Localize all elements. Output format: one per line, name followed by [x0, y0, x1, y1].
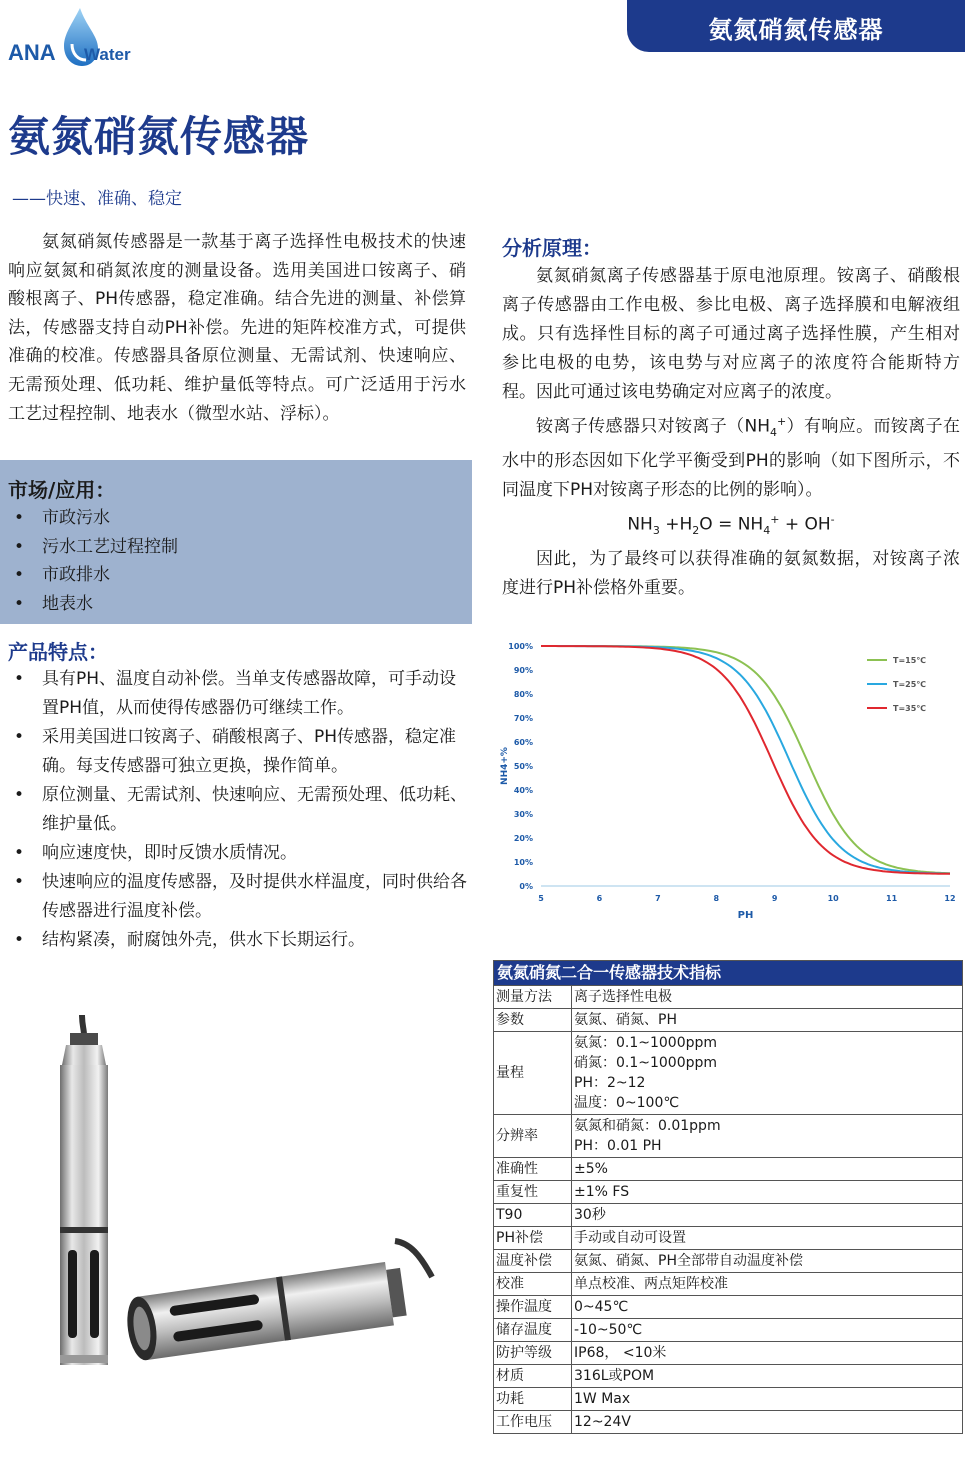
ph-ammonium-chart [495, 636, 960, 926]
x-tick-label: 12 [944, 894, 956, 903]
spec-value [572, 1411, 963, 1434]
spec-value-line: PH：0.01 PH [574, 1138, 662, 1154]
spec-value [572, 1009, 963, 1032]
spec-row [494, 1411, 963, 1434]
analysis-p2-part-b: ）有响应。而铵离子在水中的形态因如下化学平衡受到PH的影响（如下图所示，不同温度下PH对铵离子形态的比例的影响）。 [502, 416, 961, 501]
spec-key: 温度补偿 [494, 1250, 572, 1273]
y-tick-label: 90% [513, 666, 533, 675]
spec-value-line: 316L或POM [574, 1368, 655, 1384]
series-line [541, 646, 950, 874]
spec-value-line: 手动或自动可设置 [574, 1230, 686, 1246]
spec-value [572, 1032, 963, 1115]
spec-row [494, 1250, 963, 1273]
feature-item: • 原位测量、无需试剂、快速响应、无需预处理、低功耗、维护量低。 [8, 781, 470, 839]
spec-value [572, 1273, 963, 1296]
analysis-paragraph-1: 氨氮硝氮离子传感器基于原电池原理。铵离子、硝酸根离子传感器由工作电极、参比电极、离子选择膜和电解液组成。只有选择性目标的离子可通过离子选择性膜，产生相对参比电极的电势，该电势与对应离子的浓度符合能斯特方程。因此可通过该电势确定对应离子的浓度。 [502, 266, 960, 402]
spec-key: 功耗 [494, 1388, 572, 1411]
x-axis-label: PH [737, 910, 754, 921]
eq-nh: NH [627, 514, 653, 535]
spec-row [494, 1158, 963, 1181]
spec-value-line: ±1% FS [574, 1184, 630, 1200]
spec-key: 校准 [494, 1273, 572, 1296]
spec-key: 测量方法 [494, 986, 572, 1009]
analysis-paragraph-2 [502, 407, 960, 505]
sensor-product-image [40, 1015, 460, 1375]
page-title: 氨氮硝氮传感器 [8, 112, 310, 161]
spec-value-line: 0~45℃ [574, 1299, 629, 1315]
analysis-heading: 分析原理： [502, 236, 602, 260]
spec-value [572, 1250, 963, 1273]
feature-item: • 具有PH、温度自动补偿。当单支传感器故障，可手动设置PH值，从而使得传感器仍可继续工作。 [8, 665, 470, 723]
spec-value-line: PH：2~12 [574, 1075, 646, 1091]
spec-value-line: 硝氮：0.1~1000ppm [574, 1055, 718, 1071]
nh4-superscript: + [777, 415, 787, 428]
spec-row [494, 1009, 963, 1032]
nh4-subscript: 4 [770, 426, 778, 440]
header-tab [627, 0, 965, 52]
spec-value [572, 1204, 963, 1227]
spec-key: T90 [494, 1204, 572, 1227]
page-subtitle: ——快速、准确、稳定 [12, 189, 182, 209]
spec-value [572, 1319, 963, 1342]
x-tick-label: 6 [596, 894, 603, 903]
market-item: • 市政污水 [8, 504, 178, 533]
analysis-text [502, 262, 960, 603]
eq-sub4: 4 [763, 524, 771, 538]
x-tick-label: 5 [538, 894, 544, 903]
spec-key: 量程 [494, 1032, 572, 1115]
eq-sup-minus: - [830, 513, 835, 527]
feature-item: • 响应速度快，即时反馈水质情况。 [8, 839, 470, 868]
analysis-paragraph-3: 因此，为了最终可以获得准确的氨氮数据，对铵离子浓度进行PH补偿格外重要。 [502, 549, 960, 599]
spec-row [494, 1181, 963, 1204]
spec-key: 储存温度 [494, 1319, 572, 1342]
spec-value-line: 单点校准、两点矩阵校准 [574, 1276, 728, 1292]
spec-value [572, 1181, 963, 1204]
spec-value-line: 离子选择性电极 [574, 989, 672, 1005]
spec-row [494, 1296, 963, 1319]
logo-text-ana: ANA [8, 40, 56, 65]
y-tick-label: 20% [513, 834, 533, 843]
legend-label: T=35℃ [893, 704, 926, 713]
spec-value [572, 1388, 963, 1411]
spec-value-line: 氨氮、硝氮、PH [574, 1012, 677, 1028]
feature-item: • 采用美国进口铵离子、硝酸根离子、PH传感器，稳定准确。每支传感器可独立更换，操作简单。 [8, 723, 470, 781]
market-heading: 市场/应用： [8, 478, 116, 502]
spec-row [494, 1204, 963, 1227]
spec-row [494, 1032, 963, 1115]
features-heading: 产品特点： [8, 640, 108, 664]
spec-value-line: 氨氮和硝氮：0.01ppm [574, 1118, 721, 1134]
spec-key: 参数 [494, 1009, 572, 1032]
spec-key: 工作电压 [494, 1411, 572, 1434]
market-item: • 污水工艺过程控制 [8, 533, 178, 562]
eq-sup-plus: + [770, 513, 780, 527]
spec-value-line: 温度：0~100℃ [574, 1095, 680, 1111]
spec-value [572, 1296, 963, 1319]
y-tick-label: 70% [513, 714, 533, 723]
spec-row [494, 1342, 963, 1365]
spec-value [572, 1115, 963, 1158]
spec-value-line: 12~24V [574, 1414, 631, 1430]
feature-item: • 结构紧凑，耐腐蚀外壳，供水下长期运行。 [8, 926, 470, 955]
x-tick-label: 11 [886, 894, 898, 903]
market-item: • 市政排水 [8, 561, 178, 590]
y-tick-label: 50% [513, 762, 533, 771]
x-tick-label: 9 [771, 894, 778, 903]
y-tick-label: 0% [519, 882, 533, 891]
legend-label: T=15℃ [893, 656, 926, 665]
spec-key: 重复性 [494, 1181, 572, 1204]
spec-value [572, 1342, 963, 1365]
eq-sub3: 3 [652, 524, 660, 538]
eq-sub2: 2 [692, 524, 700, 538]
spec-value-line: IP68， <10米 [574, 1345, 667, 1361]
market-item: • 地表水 [8, 590, 178, 619]
spec-value-line: ±5% [574, 1161, 608, 1177]
header-tab-label: 氨氮硝氮传感器 [708, 16, 884, 44]
y-tick-label: 80% [513, 690, 533, 699]
spec-value-line: 氨氮、硝氮、PH全部带自动温度补偿 [574, 1253, 803, 1269]
eq-oh: + OH [779, 514, 831, 535]
spec-row [494, 1115, 963, 1158]
chemical-equation [502, 505, 960, 545]
brand-logo [6, 6, 156, 78]
spec-key: 操作温度 [494, 1296, 572, 1319]
y-tick-label: 100% [508, 642, 533, 651]
spec-key: 分辨率 [494, 1115, 572, 1158]
market-list [8, 504, 178, 619]
logo-text-water: Water [84, 45, 131, 64]
features-list [8, 665, 470, 955]
x-tick-label: 8 [713, 894, 720, 903]
eq-o: O = NH [699, 514, 764, 535]
y-tick-label: 10% [513, 858, 533, 867]
spec-key: PH补偿 [494, 1227, 572, 1250]
spec-table-caption: 氨氮硝氮二合一传感器技术指标 [494, 961, 963, 986]
feature-item: • 快速响应的温度传感器，及时提供水样温度，同时供给各传感器进行温度补偿。 [8, 868, 470, 926]
y-axis-label: NH4+% [500, 747, 510, 785]
spec-value-line: -10~50℃ [574, 1322, 643, 1338]
spec-key: 防护等级 [494, 1342, 572, 1365]
spec-value [572, 1227, 963, 1250]
y-tick-label: 40% [513, 786, 533, 795]
spec-value [572, 986, 963, 1009]
x-tick-label: 10 [827, 894, 839, 903]
analysis-p2-part-a: 铵离子传感器只对铵离子（NH [536, 416, 771, 437]
spec-value-line: 1W Max [574, 1391, 631, 1407]
spec-row [494, 1227, 963, 1250]
chart-svg [495, 636, 960, 926]
spec-value [572, 1365, 963, 1388]
spec-row [494, 1388, 963, 1411]
y-tick-label: 60% [513, 738, 533, 747]
eq-plus-h: +H [659, 514, 693, 535]
spec-row [494, 986, 963, 1009]
spec-row [494, 1273, 963, 1296]
x-tick-label: 7 [655, 894, 661, 903]
spec-key: 材质 [494, 1365, 572, 1388]
spec-value-line: 氨氮：0.1~1000ppm [574, 1035, 718, 1051]
legend-label: T=25℃ [893, 680, 926, 689]
spec-table [493, 960, 963, 1434]
spec-value-line: 30秒 [574, 1207, 606, 1223]
y-tick-label: 30% [513, 810, 533, 819]
market-section [0, 460, 472, 624]
spec-key: 准确性 [494, 1158, 572, 1181]
spec-row [494, 1365, 963, 1388]
spec-value [572, 1158, 963, 1181]
intro-paragraph: 氨氮硝氮传感器是一款基于离子选择性电极技术的快速响应氨氮和硝氮浓度的测量设备。选用美国进口铵离子、硝酸根离子、PH传感器，稳定准确。结合先进的测量、补偿算法，传感器支持自动PH补偿。先进的矩阵校准方式，可提供准确的校准。传感器具备原位测量、无需试剂、快速响应、无需预处理、低功耗、维护量低等特点。可广泛适用于污水工艺过程控制、地表水（微型水站、浮标）。 [8, 232, 466, 424]
spec-row [494, 1319, 963, 1342]
